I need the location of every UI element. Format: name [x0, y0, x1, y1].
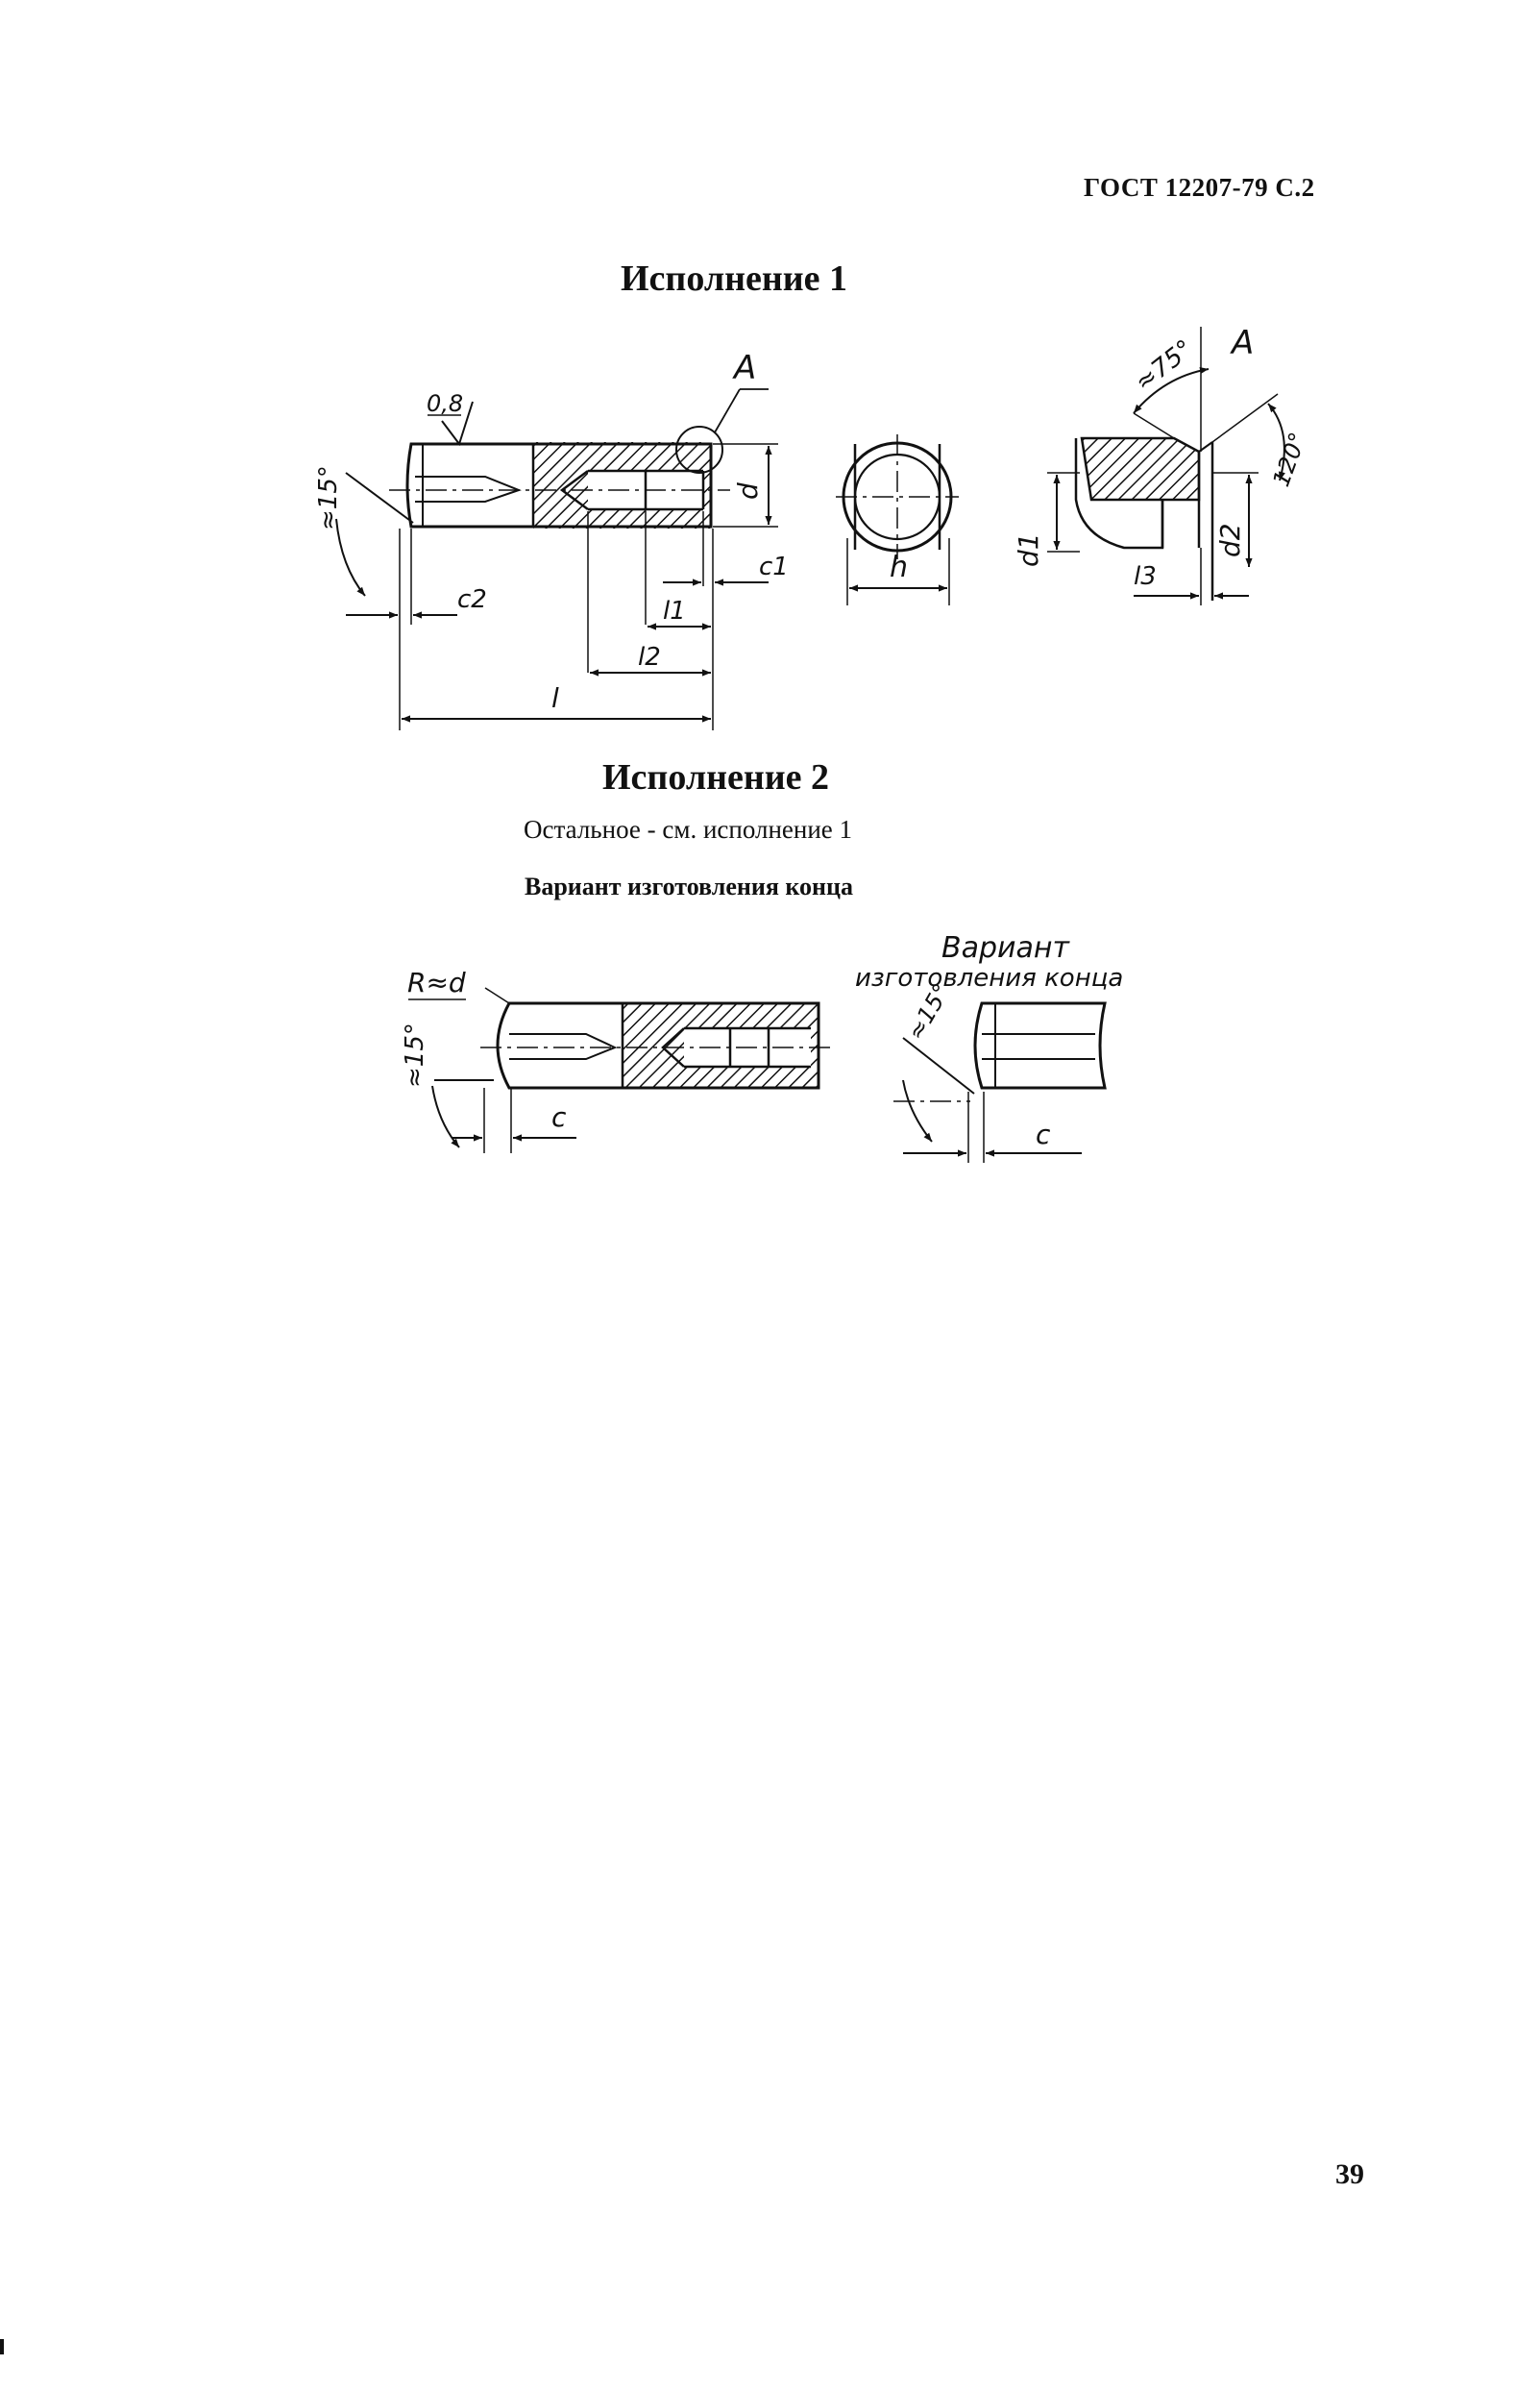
label-c-b: c: [1036, 1119, 1051, 1150]
label-roughness: 0,8: [427, 390, 464, 417]
label-angle120: 120°: [1267, 429, 1312, 491]
label-l2: l2: [638, 643, 661, 672]
label-d2: d2: [1214, 523, 1246, 557]
label-d1: d1: [1013, 532, 1044, 567]
standard-header: ГОСТ 12207-79 С.2: [1084, 173, 1315, 202]
variant-caption: Вариант изготовления конца: [525, 873, 854, 900]
label-angle15-b: ≈15°: [401, 1023, 429, 1088]
label-d: d: [732, 482, 764, 500]
variant-label-line1: Вариант: [941, 931, 1069, 965]
label-angle75: ≈75°: [1129, 334, 1199, 398]
execution1-side-view: [336, 389, 778, 730]
label-angle15-c: ≈15°: [901, 978, 956, 1045]
execution2-side-view: [408, 988, 832, 1153]
label-c2: c2: [457, 585, 487, 614]
label-l3: l3: [1134, 562, 1157, 591]
page-number: 39: [1335, 2158, 1364, 2190]
variant-label-line2: изготовления конца: [855, 964, 1124, 993]
label-view-a: A: [734, 349, 757, 387]
label-l: l: [551, 682, 559, 714]
label-h: h: [890, 551, 909, 584]
label-c1: c1: [759, 553, 789, 581]
section1-title: Исполнение 1: [621, 259, 848, 299]
label-c: c: [551, 1101, 567, 1133]
label-detail-a: A: [1232, 324, 1255, 362]
label-l1: l1: [663, 597, 686, 626]
label-r-approx-d: R≈d: [407, 967, 466, 998]
section2-title: Исполнение 2: [602, 757, 830, 798]
section2-note: Остальное - см. исполнение 1: [524, 815, 853, 844]
label-angle15: ≈15°: [314, 465, 343, 530]
